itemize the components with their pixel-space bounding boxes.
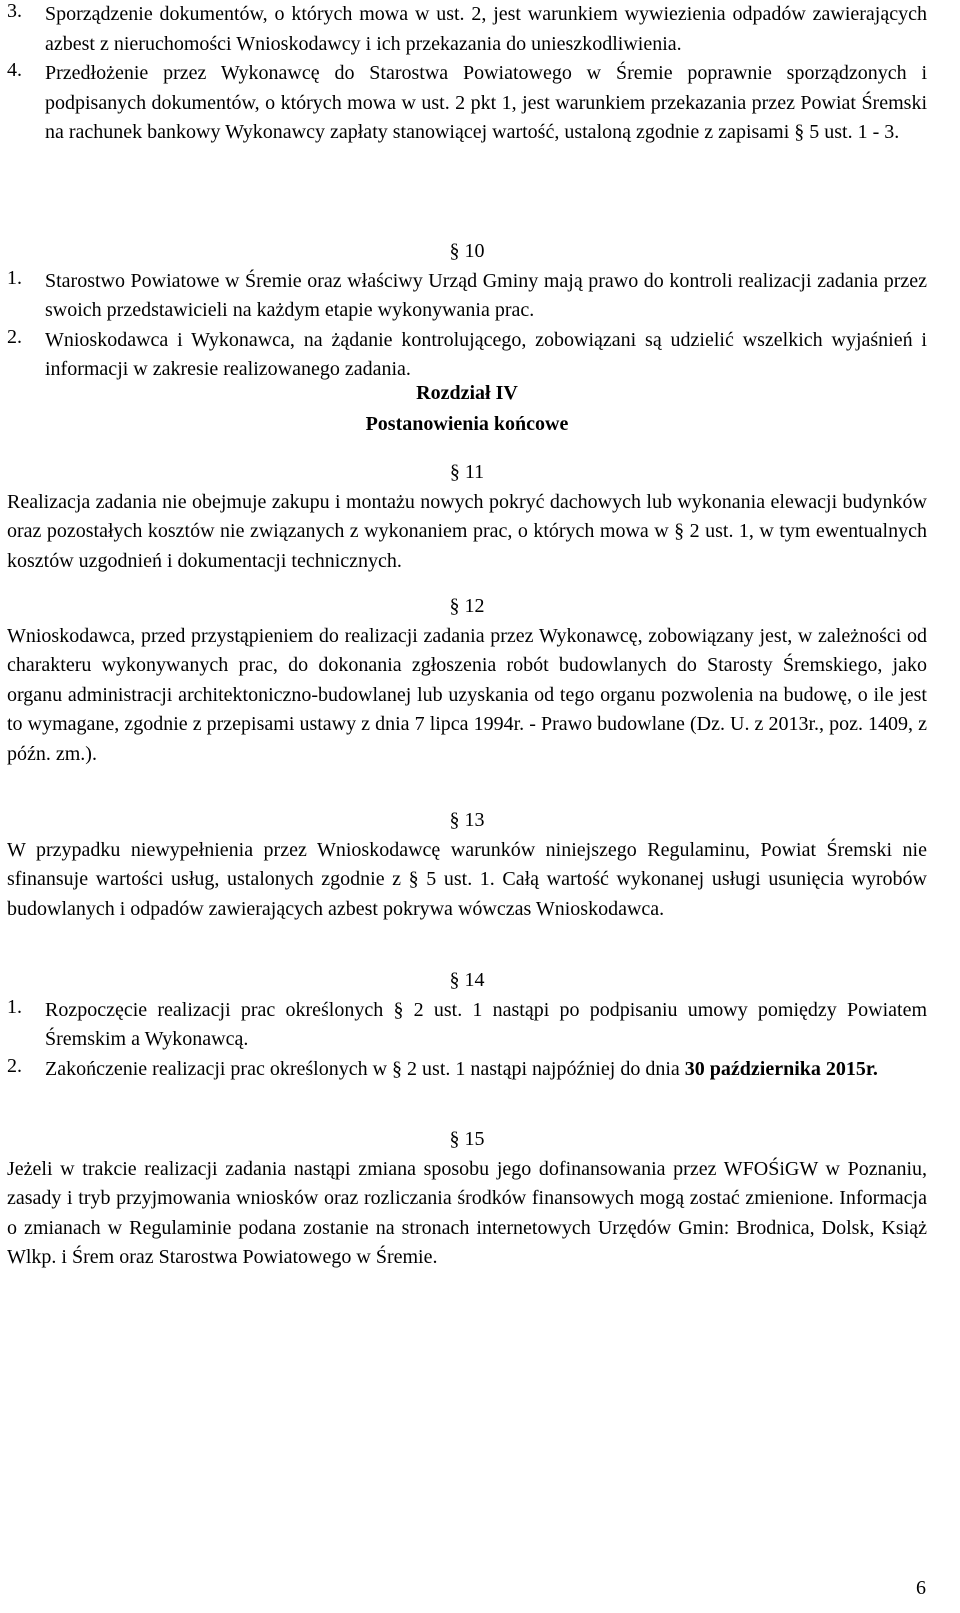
section-text: W przypadku niewypełnienia przez Wnioskodawcę warunków niniejszego Regulaminu, Powiat Śremski nie sfinansuje wartości usług, ustalonych zgodnie z § 5 ust. 1. Całą wartość wykonanej usługi usunięcia wyrobów budowlanych i odpadów zawierających azbest pokrywa wówczas Wnioskodawca. [7,838,927,920]
chapter-number: Rozdział IV [416,382,518,404]
list-text: Przedłożenie przez Wykonawcę do Starostwa Powiatowego w Śremie poprawnie sporządzonych i podpisanych dokumentów, o których mowa w ust. 2 pkt 1, jest warunkiem przekazania przez Powiat Śremski na rachunek bankowy Wykonawcy zapłaty stanowiącej wartość, ustaloną zgodnie z zapisami § 5 ust. 1 - 3. [45,62,927,143]
list-text-regular: Zakończenie realizacji prac określonych w § 2 ust. 1 nastąpi najpóźniej do dnia [45,1057,680,1080]
section-heading: § 13 [449,809,485,831]
list-number: 1. [7,995,22,1018]
section-12 [7,592,927,769]
list-number: 2. [7,1054,22,1077]
section-heading: § 14 [449,969,485,991]
section-13 [7,806,927,924]
list-text: Starostwo Powiatowe w Śremie oraz właściwy Urząd Gminy mają prawo do kontroli realizacji zadania przez swoich przedstawicieli na każdym etapie wykonywania prac. [45,269,927,321]
list-text [45,1055,927,1085]
list-item [7,267,927,326]
list-item-3 [7,0,927,59]
section-heading: § 12 [449,595,485,617]
list-number: 1. [7,266,22,289]
list-item-4 [7,59,927,148]
list-number: 3. [7,0,22,22]
chapter-heading [7,378,927,440]
list-text: Rozpoczęcie realizacji prac określonych § 2 ust. 1 nastąpi po podpisaniu umowy pomiędzy Powiatem Śremskim a Wykonawcą. [45,998,927,1050]
list-text: Sporządzenie dokumentów, o których mowa w ust. 2, jest warunkiem wywiezienia odpadów zawierających azbest z nieruchomości Wnioskodawcy i ich przekazania do unieszkodliwienia. [45,3,927,55]
page-number: 6 [916,1577,926,1599]
list-text: Wnioskodawca i Wykonawca, na żądanie kontrolującego, zobowiązani są udzielić wszelkich wyjaśnień i informacji w zakresie realizowanego zadania. [45,328,927,380]
section-14 [7,966,927,1084]
section-heading: § 10 [449,240,485,262]
list-number: 2. [7,325,22,348]
deadline-date: 30 października 2015r. [684,1057,878,1080]
section-text: Realizacja zadania nie obejmuje zakupu i montażu nowych pokryć dachowych lub wykonania elewacji budynków oraz pozostałych kosztów nie związanych z wykonaniem prac, o których mowa w § 2 ust. 1, w tym ewentualnych kosztów uzgodnień i dokumentacji technicznych. [7,490,927,572]
section-text: Jeżeli w trakcie realizacji zadania nastąpi zmiana sposobu jego dofinansowania przez WFOŚiGW w Poznaniu, zasady i tryb przyjmowania wniosków oraz rozliczania środków finansowych mogą zostać zmienione. Informacja o zmianach w Regulaminie podana zostanie na stronach internetowych Urzędów Gmin: Brodnica, Dolsk, Książ Wlkp. i Śrem oraz Starostwa Powiatowego w Śremie. [7,1157,927,1268]
continued-list [7,0,927,148]
list-item [7,996,927,1055]
list-item [7,326,927,385]
section-text: Wnioskodawca, przed przystąpieniem do realizacji zadania przez Wykonawcę, zobowiązany jest, w zależności od charakteru wykonywanych prac, do dokonania zgłoszenia robót budowlanych do Starosty Śremskiego, jako organu administracji architektoniczno-budowlanej lub uzyskania od tego organu pozwolenia na budowę, o ile jest to wymagane, zgodnie z przepisami ustawy z dnia 7 lipca 1994r. - Prawo budowlane (Dz. U. z 2013r., poz. 1409, z późn. zm.). [7,624,927,765]
section-heading: § 11 [449,461,485,483]
section-11 [7,458,927,576]
list-item [7,1055,927,1085]
chapter-title: Postanowienia końcowe [365,413,569,435]
section-15 [7,1125,927,1273]
list-number: 4. [7,59,22,81]
section-10 [7,237,927,385]
section-heading: § 15 [449,1128,485,1150]
